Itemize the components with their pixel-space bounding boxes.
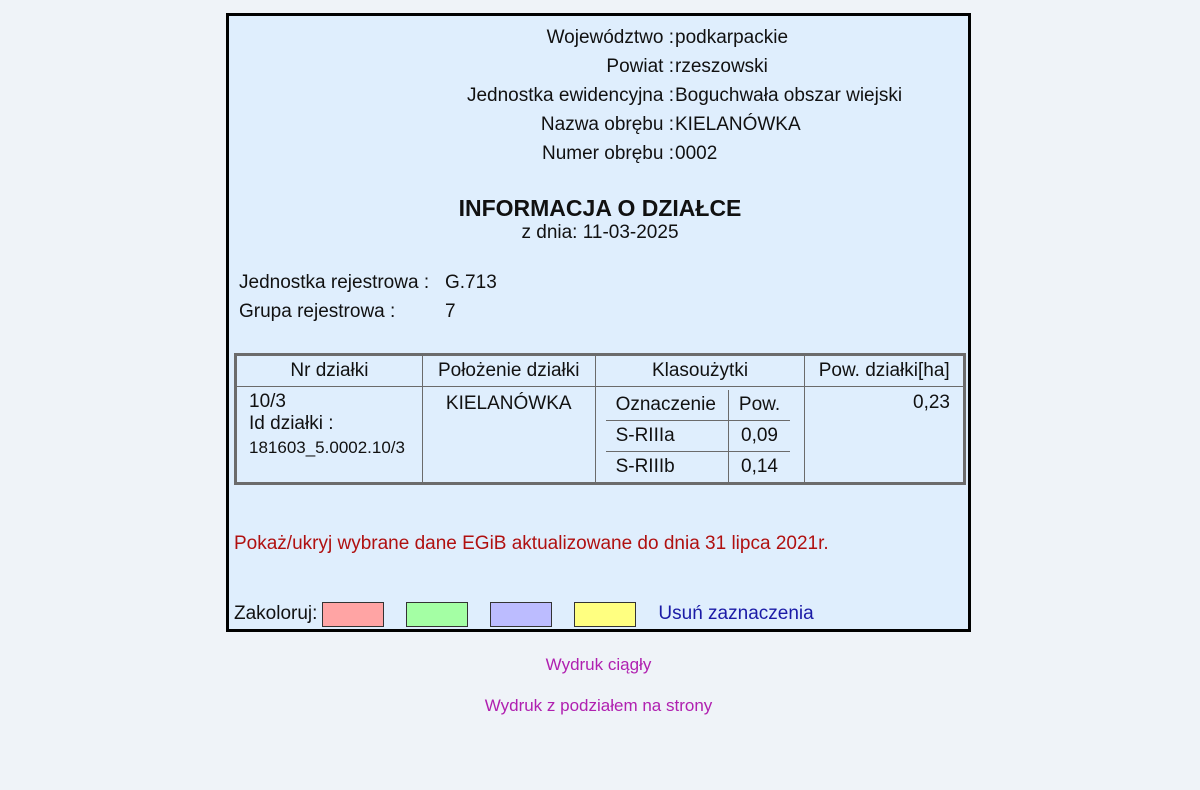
parcel-info-panel [226, 13, 971, 632]
land-classes-cell [595, 387, 805, 484]
voivodeship-label: Województwo : [546, 27, 674, 48]
table-row [236, 387, 965, 484]
color-swatch-green[interactable] [406, 602, 468, 627]
precinct-number-label: Numer obrębu : [541, 143, 674, 164]
land-classes-header-row [606, 390, 791, 421]
land-class-area: 0,14 [741, 456, 778, 477]
county-label: Powiat : [606, 56, 674, 77]
land-class-code: S-RIIIb [606, 452, 729, 483]
land-class-area: 0,09 [728, 421, 790, 452]
voivodeship-value: podkarpackie [675, 27, 789, 48]
land-class-code-header: Oznaczenie [606, 390, 729, 421]
admin-row-county [229, 55, 968, 79]
header-area: Pow. działki[ha] [805, 355, 965, 387]
color-swatch-blue[interactable] [490, 602, 552, 627]
parcel-id-value: 181603_5.0002.10/3 [249, 438, 405, 457]
precinct-name-label: Nazwa obrębu : [540, 114, 674, 135]
header-land-classes: Klasoużytki [595, 355, 805, 387]
admin-row-precinct-name [229, 113, 968, 137]
registration-unit-value: Boguchwała obszar wiejski [675, 85, 903, 106]
admin-row-voivodeship [229, 26, 968, 50]
parcel-number-cell [236, 387, 423, 484]
print-paged-link[interactable]: Wydruk z podziałem na strony [484, 696, 713, 715]
parcel-table [234, 353, 966, 485]
admin-row-unit [229, 84, 968, 108]
parcel-number: 10/3 [249, 391, 286, 412]
registry-group-row [239, 301, 456, 323]
registry-group-value: 7 [445, 301, 456, 322]
precinct-number-value: 0002 [675, 143, 718, 164]
parcel-location: KIELANÓWKA [422, 387, 595, 484]
registry-group-label: Grupa rejestrowa : [239, 301, 396, 322]
toggle-egib-data-link[interactable]: Pokaż/ukryj wybrane dane EGiB aktualizowane do dnia 31 lipca 2021r. [234, 533, 829, 554]
county-value: rzeszowski [675, 56, 768, 77]
table-row [606, 452, 791, 483]
land-classes-table [606, 390, 791, 482]
registration-unit-label: Jednostka ewidencyjna : [466, 85, 674, 106]
date-subtitle: z dnia: 11-03-2025 [521, 222, 679, 243]
registry-unit-row [239, 272, 497, 294]
registry-unit-value: G.713 [445, 272, 497, 293]
header-parcel-number: Nr działki [236, 355, 423, 387]
parcel-area: 0,23 [805, 387, 965, 484]
registry-unit-label: Jednostka rejestrowa : [239, 272, 430, 293]
table-row [606, 421, 791, 452]
print-continuous-link[interactable]: Wydruk ciągły [545, 655, 652, 674]
precinct-name-value: KIELANÓWKA [675, 114, 801, 135]
page-title: INFORMACJA O DZIAŁCE [458, 195, 742, 221]
land-class-code: S-RIIIa [606, 421, 729, 452]
admin-row-precinct-number [229, 142, 968, 166]
color-swatch-yellow[interactable] [574, 602, 636, 627]
color-swatch-red[interactable] [322, 602, 384, 627]
clear-selection-link[interactable]: Usuń zaznaczenia [658, 603, 814, 624]
colorize-row [234, 601, 814, 627]
header-location: Położenie działki [422, 355, 595, 387]
land-class-area-header: Pow. [728, 390, 790, 421]
table-header-row [236, 355, 965, 387]
colorize-label: Zakoloruj: [234, 603, 318, 624]
parcel-id-label: Id działki : [249, 413, 334, 434]
